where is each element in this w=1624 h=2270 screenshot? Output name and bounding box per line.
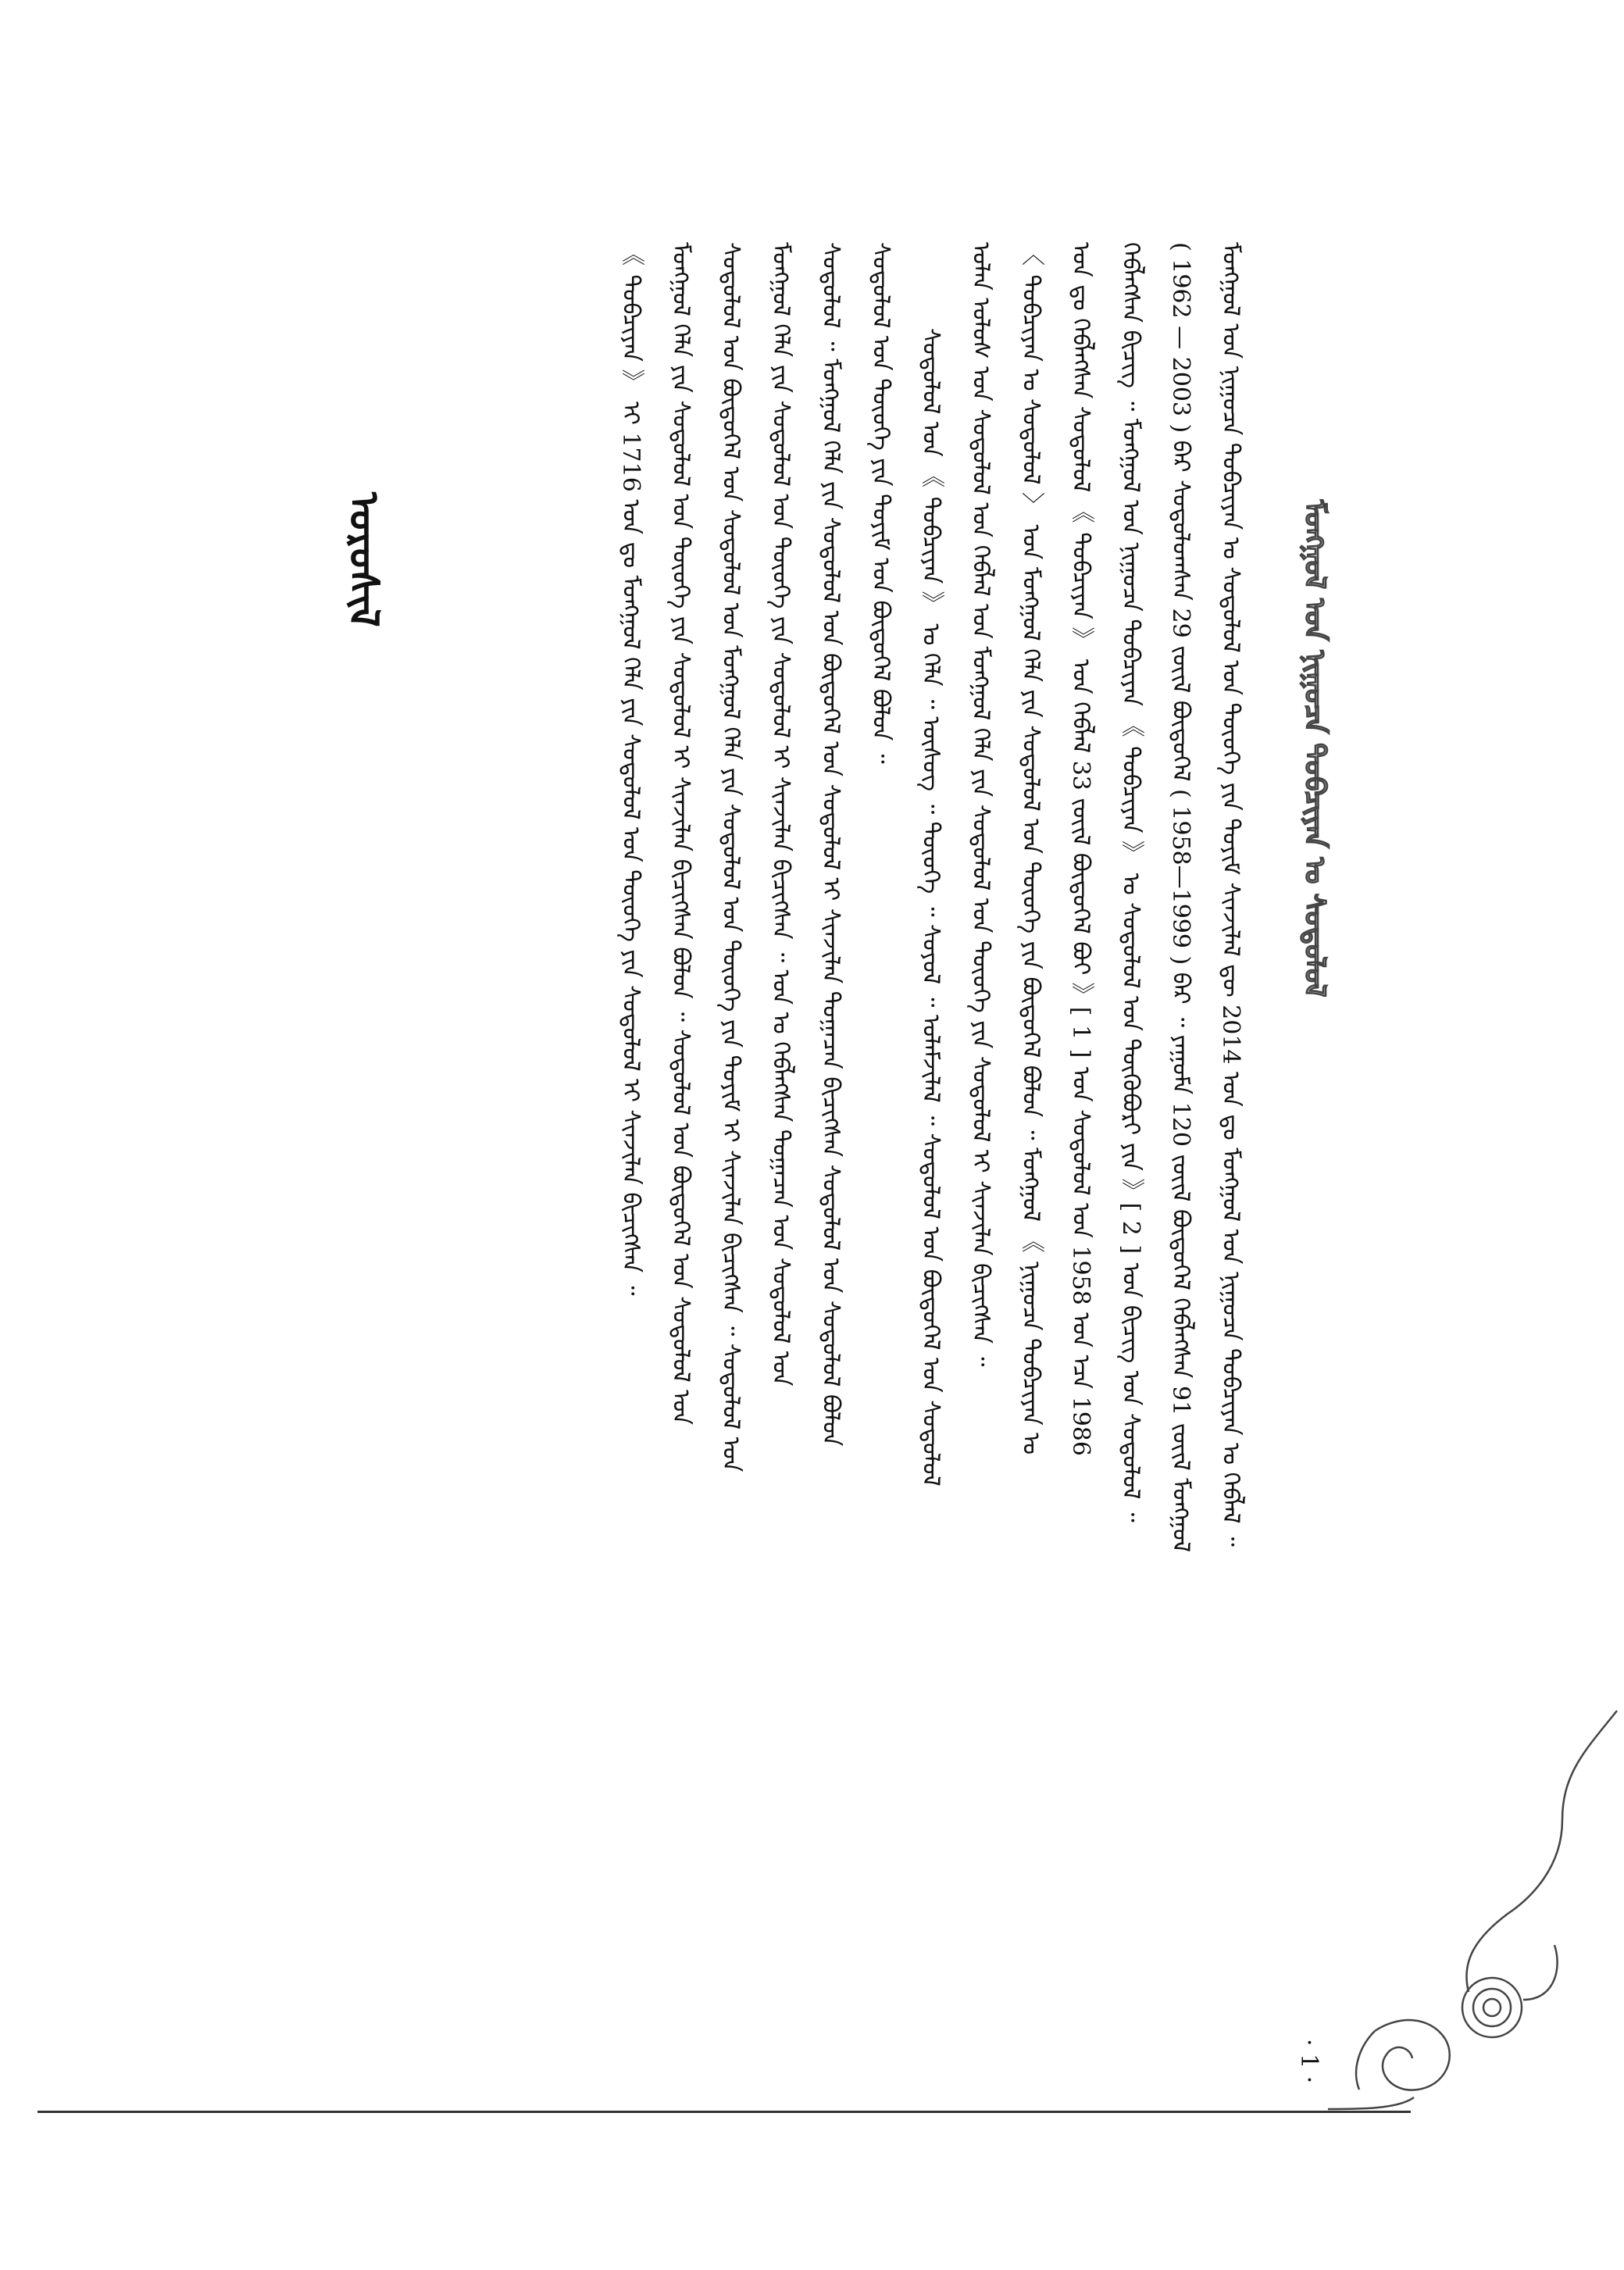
text-line: ᠣᠯᠠᠨ ᠤᠯᠤᠰ ᠤᠨ ᠰᠤᠳᠤᠯᠤᠯ ᠤᠨ ᠬᠡᠪᠯᠡᠯ ᠤᠨ ᠮᠣᠩᠭᠣᠯ ᠬᠡᠯᠡ ᠶᠢᠨ ᠰᠤᠳᠤᠯᠤᠯ ᠤᠨ ᠲᠦᠦᠬᠡ ᠶᠢᠨ ᠰᠤᠳᠤᠯᠤᠯ ᠢ ᠰᠢᠨᠵᠢᠯᠡᠨ ᠪᠢᠴᠢᠭᠰᠡᠨ ᠃ <box>967 242 994 1367</box>
text-line: ᠮᠣᠩᠭᠣᠯ ᠬᠡᠯᠡ ᠶᠢᠨ ᠰᠤᠳᠤᠯᠤᠯ ᠤᠨ ᠲᠦᠦᠬᠡ ᠶᠢᠨ ᠰᠤᠳᠤᠯᠤᠯ ᠢ ᠰᠢᠨᠵᠢᠯᠡᠨ ᠪᠢᠴᠢᠭᠰᠡᠨ ᠪᠣᠯᠤᠨ ᠃ ᠰᠤᠳᠤᠯᠤᠯ ᠤᠨ ᠪᠦᠲᠦᠭᠡᠯ ᠤᠨ ᠰᠤᠳᠤᠯᠤᠯ ᠤᠨ <box>667 242 694 1426</box>
text-line: ᠣᠨ ᠳᠤ ᠬᠡᠪᠯᠡᠭᠰᠡᠨ ᠰᠤᠳᠤᠯᠤᠯ 《 ᠲᠣᠪᠴᠢᠶᠠᠨ 》 ᠤᠨ ᠬᠡᠪᠯᠡᠯ 33 ᠵᠦᠢᠯ ᠪᠦᠲᠦᠭᠡᠯ ᠪᠤᠶ 》[ 1 ] ᠤᠨ ᠰᠤᠳᠤᠯᠤᠯ ᠣᠨ 1958 ᠣᠨ ᠡᠴᠡ 1986 <box>1067 242 1094 1456</box>
text-line: ᠰᠤᠳᠤᠯᠤᠯ ᠤᠨ ᠪᠦᠲᠦᠭᠡᠯ ᠤᠨ ᠰᠤᠳᠤᠯᠤᠯ ᠤᠨ ᠮᠣᠩᠭᠣᠯ ᠬᠡᠯᠡ ᠶᠢᠨ ᠰᠤᠳᠤᠯᠤᠯ ᠤᠨ ᠲᠦᠦᠬᠡ ᠶᠢᠨ ᠲᠣᠶᠢᠮ ᠢ ᠰᠢᠨᠵᠢᠯᠡᠨ ᠪᠢᠴᠢᠭᠰᠡᠨ ᠃ ᠰᠤᠳᠤᠯᠤᠯ ᠤᠨ <box>717 242 744 1472</box>
text-line: ᠰᠤᠳᠤᠯᠤᠯ ᠃ ᠮᠣᠩᠭᠣᠯ ᠬᠡᠯᠡ ᠶᠢᠨ ᠰᠤᠳᠤᠯᠤᠯ ᠤᠨ ᠪᠦᠲᠦᠭᠡᠯ ᠤᠨ ᠰᠤᠳᠤᠯᠤᠯ ᠢ ᠰᠢᠨᠵᠢᠯᠡᠨ ᠲᠣᠭᠠᠴᠠᠨ ᠪᠢᠴᠢᠭᠰᠡᠨ ᠰᠣᠳᠤᠯᠤᠯ ᠤᠨ ᠰᠤᠳᠤᠯᠤᠯ ᠪᠣᠯᠤᠨ <box>817 242 844 1447</box>
text-line: ( 1962 — 2003 ) ᠪᠡᠷ ᠰᠣᠳᠤᠯᠤᠭᠰᠠᠨ 29 ᠵᠦᠢᠯ ᠪᠦᠲᠦᠭᠡᠯ ( 1958—1999 ) ᠪᠡᠷ ᠃ ᠶᠠᠭᠤᠮᠠ 120 ᠵᠦᠢᠯ ᠪᠦᠲᠦᠭᠡᠯ ᠬᠡᠪᠯᠡᠭᠰᠡᠨ 91 ᠵᠦᠢᠯ ᠮᠣᠩᠭᠣᠯ <box>1167 242 1194 1553</box>
cloud-ornament-icon <box>1328 1703 1624 2125</box>
page-number: · 1 · <box>1295 2039 1322 2084</box>
text-line: ᠮᠣᠩᠭᠣᠯ ᠬᠡᠯᠡ ᠶᠢᠨ ᠰᠤᠳᠤᠯᠤᠯ ᠤᠨ ᠲᠦᠦᠬᠡ ᠶᠢᠨ ᠰᠤᠳᠤᠯᠤᠯ ᠢ ᠰᠢᠨᠵᠢᠯᠡᠨ ᠪᠢᠴᠢᠭᠰᠡᠨ ᠃ ᠣᠨ ᠤ ᠬᠡᠪᠯᠡᠭᠰᠡᠨ ᠲᠣᠭᠠᠴᠠᠨ ᠤᠨ ᠰᠤᠳᠤᠯᠤᠯ ᠤᠨ <box>767 242 794 1387</box>
text-line: 〈 ᠲᠣᠪᠴᠢᠶᠠᠨ ᠤ ᠰᠤᠳᠤᠯᠤᠯ 〉 ᠤᠨ ᠮᠣᠩᠭᠣᠯ ᠬᠡᠯᠡ ᠶᠢᠨ ᠰᠤᠳᠤᠯᠤᠯ ᠤᠨ ᠲᠦᠦᠬᠡ ᠶᠢᠨ ᠪᠦᠲᠦᠭᠡᠯ ᠪᠣᠯᠤᠨ ᠃ ᠮᠣᠩᠭᠣᠯ 《 ᠨᠢᠭᠤᠴᠠ ᠲᠣᠪᠴᠢᠶᠠᠨ ᠤ <box>1017 242 1044 1455</box>
text-line: 《 ᠲᠣᠪᠴᠢᠶᠠᠨ 》 ᠢ 1716 ᠣᠨ ᠳᠤ ᠮᠣᠩᠭᠣᠯ ᠬᠡᠯᠡ ᠶᠢᠨ ᠰᠤᠳᠤᠯᠤᠯ ᠤᠨ ᠲᠦᠦᠬᠡ ᠶᠢᠨ ᠰᠤᠳᠤᠯᠤᠯ ᠢ ᠰᠢᠨᠵᠢᠯᠡᠨ ᠪᠢᠴᠢᠭᠰᠡᠨ ᠃ <box>617 242 644 1296</box>
text-line: ᠰᠤᠳᠤᠯᠤᠯ ᠤᠨ ᠲᠦᠦᠬᠡ ᠶᠢᠨ ᠲᠣᠶᠢᠮ ᠤᠨ ᠪᠦᠲᠦᠭᠡᠯ ᠪᠣᠯᠤᠨ ᠃ <box>867 242 894 764</box>
text-line: ᠮᠣᠩᠭᠣᠯ ᠤᠨ ᠨᠢᠭᠤᠴᠠ ᠲᠣᠪᠴᠢᠶᠠᠨ ᠤ ᠰᠤᠳᠤᠯᠤᠯ ᠤᠨ ᠲᠦᠦᠬᠡ ᠶᠢᠨ ᠲᠣᠶᠢᠮ ᠰᠢᠨᠵᠢᠯᠡᠯ ᠳᠦ 2014 ᠣᠨ ᠳᠤ ᠮᠣᠩᠭᠣᠯ ᠤᠨ ᠨᠢᠭᠤᠴᠠ ᠲᠣᠪᠴᠢᠶᠠᠨ ᠤ ᠬᠡᠪᠯᠡᠯ ᠃ <box>1217 242 1244 1547</box>
text-line: ᠬᠡᠪᠯᠡᠭᠰᠡᠨ ᠪᠢᠴᠢᠭ᠌ ᠃ ᠮᠣᠩᠭᠣᠯ ᠤᠨ ᠨᠢᠭᠤᠴᠠ ᠲᠣᠪᠴᠢᠶᠠᠨ 《 ᠲᠣᠪᠴᠢᠶᠠᠨ 》 ᠤ ᠰᠤᠳᠤᠯᠤᠯ ᠤᠨ ᠲᠦᠭᠦᠪᠦᠷᠢ ᠶᠢᠨ 》[ 2 ] ᠤᠨ ᠪᠢᠴᠢᠭ᠌ ᠤᠨ ᠰᠤᠳᠤᠯᠤᠯ ᠃ <box>1117 242 1144 1522</box>
section-heading: ᠣᠷᠣᠰᠢᠯ <box>340 492 387 627</box>
text-line: ᠰᠤᠳᠤᠯᠤᠯ ᠤᠨ 《 ᠲᠣᠪᠴᠢᠶᠠᠨ 》 ᠤ ᠬᠡᠯᠡ ᠃ ᠦᠰᠦᠭ ᠃ ᠲᠦᠦᠬᠡ ᠃ ᠰᠣᠶᠣᠯ ᠃ ᠤᠯᠠᠮᠵᠢᠯᠠᠯ ᠃ ᠰᠤᠳᠤᠯᠤᠯ ᠤᠨ ᠪᠦᠲᠦᠭᠡᠯ ᠤᠨ ᠰᠤᠳᠤᠯᠤᠯ <box>917 328 944 1487</box>
footer-rule <box>37 2111 1411 2113</box>
running-header-title: ᠮᠣᠩᠭᠣᠯ ᠤᠨ ᠨᠢᠭᠤᠴᠠ ᠲᠣᠪᠴᠢᠶᠠᠨ ᠤ ᠰᠤᠳᠤᠯᠤᠯ <box>1298 500 1331 998</box>
